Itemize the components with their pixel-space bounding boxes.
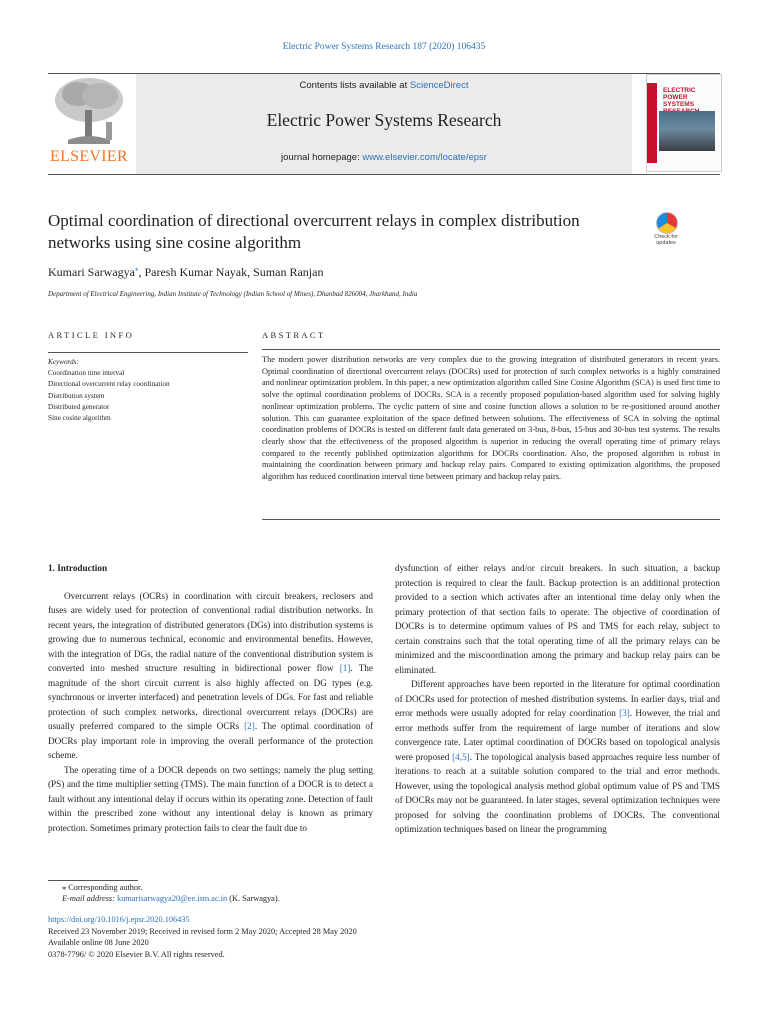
- keywords-block: [48, 357, 248, 424]
- author-list: [48, 265, 323, 280]
- homepage-prefix: journal homepage:: [281, 152, 363, 163]
- footnote-rule: [48, 880, 138, 881]
- paragraph-text: . The topological analysis based approaches require less number of iterations to reach at a suitable solution compared to the trial and error methods. However, using the topological analysis method global optimum value of PS and TMS of DOCRs may not be guaranteed. In later stages, several optimization techniques were proposed for solving the coordination problems of DOCRs. The conventional optimization techniques based on linear the programming: [395, 751, 720, 834]
- crossmark-badge[interactable]: [648, 212, 684, 252]
- journal-masthead: [48, 73, 720, 175]
- abstract-text: The modern power distribution networks are very complex due to the growing integration of distributed generators in recent years. Optimal coordination of directional overcurrent relays (DOCRs) used for protection of such complex networks is a highly constrained and nonlinear optimization problem. In this paper, a new optimization algorithm called Sine Cosine Algorithm (SCA) is used first time to solve the optimal coordination problems of DOCRs. SCA is a recently proposed population-based algorithm used for solving highly nonlinear optimization problems. The cyclic pattern of sine and cosine function allows a solution to be re-positioned around another solution. This can guarantee exploitation of the space defined between solutions. The effectiveness of SCA in solving the optimal coordination problems of DOCRs is tested on different fault data generated on 3-bus, 8-bus, 15-bus and 30-bus test systems. The results clearly show that the effectiveness of the proposed algorithm is superior in reducing the overall operating time of primary relays compared to the recently published optimization algorithms for DOCRs coordination. Also, the proposed algorithm is robust in maintaining the coordination between primary and backup relay pairs. Compared to existing optimization algorithms, the proposed algorithm has reduced coordination interval time between primary and backup relay pairs.: [262, 355, 720, 482]
- section-heading-introduction: 1. Introduction: [48, 563, 108, 573]
- crossmark-icon: [656, 212, 678, 234]
- email-owner: (K. Sarwagya).: [227, 894, 280, 903]
- body-column-right: [395, 561, 720, 837]
- paragraph: [48, 589, 373, 763]
- elsevier-wordmark: ELSEVIER: [50, 148, 128, 165]
- paragraph-text: . The optimal coordination of DOCRs play important role in improving the overall performance of the protection scheme.: [48, 721, 373, 760]
- paragraph: [395, 561, 720, 677]
- abstract-bottom-rule: [262, 519, 720, 520]
- cover-photo: [659, 111, 715, 151]
- keyword-item: Distributed generator: [48, 402, 110, 411]
- doi-link[interactable]: https://doi.org/10.1016/j.epsr.2020.106435: [48, 915, 190, 924]
- citation-link[interactable]: [4,5]: [452, 751, 470, 762]
- article-title: Optimal coordination of directional overcurrent relays in complex distribution networks using sine cosine algorithm: [48, 211, 580, 252]
- paragraph-text: The operating time of a DOCR depends on two settings; namely the plug setting (PS) and the time multiplier setting (TMS). The main function of a DOCR is to detect a fault without any intentional delay if occurs within its operating zone. Detection of fault within the prescribed zone without any intentional delay is known as primary protection. Sometimes primary protection fails to clear the fault due to: [48, 764, 373, 833]
- paragraph-text: . The magnitude of the short circuit current is also highly affected on DG types (e.g. synchronous or inverter interfaced) and penetration levels of DGs. For fast and reliable protection of such complex networks, directional overcurrent relays (DOCRs) are usually preferred compared to the simple OCRs: [48, 663, 373, 731]
- homepage-link[interactable]: www.elsevier.com/locate/epsr: [362, 152, 487, 163]
- copyright: 0378-7796/ © 2020 Elsevier B.V. All rights reserved.: [48, 949, 225, 959]
- received-dates: Received 23 November 2019; Received in revised form 2 May 2020; Accepted 28 May 2020: [48, 926, 357, 936]
- email-note: [48, 893, 548, 904]
- abstract-rule: [262, 349, 720, 350]
- available-online: Available online 08 June 2020: [48, 938, 149, 947]
- journal-cover-thumbnail[interactable]: [646, 74, 722, 172]
- contents-line: [136, 80, 632, 91]
- masthead-center: [136, 74, 632, 174]
- contents-prefix: Contents lists available at: [299, 80, 410, 91]
- sciencedirect-link[interactable]: ScienceDirect: [409, 80, 469, 91]
- keyword-item: Coordination time interval: [48, 369, 125, 378]
- tree-logo-icon: [48, 74, 130, 148]
- keyword-item: Directional overcurrent relay coordination: [48, 380, 170, 389]
- journal-title: Electric Power Systems Research: [266, 110, 502, 130]
- footnotes: [48, 882, 548, 904]
- author-names-rest: , Paresh Kumar Nayak, Suman Ranjan: [138, 265, 324, 279]
- elsevier-logo: [48, 74, 130, 174]
- paragraph-text: Overcurrent relays (OCRs) in coordination with circuit breakers, reclosers and fuses are widely used for protection of conventional radial distribution networks. In recent years, the integration of distributed generators (DGs) into distribution systems is growing due to numerous technical, economic and environmental benefits. However, with the integration of DGs, the radial nature of the conventional distribution system is converted into meshed structure resulting in bidirectional power flow: [48, 590, 373, 673]
- citation-link[interactable]: [2]: [244, 721, 255, 731]
- email-label: E-mail address:: [62, 894, 117, 903]
- article-info-rule: [48, 352, 248, 353]
- keyword-item: Sine cosine algorithm: [48, 414, 111, 423]
- email-link[interactable]: kumarisarwagya20@ee.ism.ac.in: [117, 894, 228, 903]
- keyword-item: Distribution system: [48, 391, 105, 400]
- citation-link[interactable]: [1]: [339, 663, 351, 673]
- cover-strip: [647, 83, 657, 163]
- affiliation: Department of Electrical Engineering, Indian Institute of Technology (Indian School of Mines), Dhanbad 826004, Jharkhand, India: [48, 290, 418, 298]
- citation-link[interactable]: [3]: [619, 708, 630, 718]
- paragraph-text: Different approaches have been reported in the literature for optimal coordination of DOCRs used for protection of meshed distribution systems. In earlier days, trial and error methods were usually adopted for relay coordination: [395, 679, 720, 718]
- paragraph-text: . However, the trial and error methods suffer from the requirement of large number of iterations and slow convergence rate. Later optimal coordination of DOCRs based on topological analysis were proposed: [395, 708, 721, 762]
- cover-title: ELECTRIC POWER SYSTEMS: [663, 87, 696, 108]
- crossmark-label: Check for updates: [654, 234, 678, 246]
- paragraph: [395, 677, 720, 837]
- corresponding-author-note: ⁎ Corresponding author.: [62, 883, 143, 892]
- article-history: [48, 914, 548, 960]
- corresponding-author-mark[interactable]: ⁎: [134, 265, 139, 273]
- author-name-1: Kumari Sarwagya: [48, 265, 135, 279]
- keywords-label: Keywords:: [48, 358, 79, 366]
- paragraph-text: dysfunction of either relays and/or circuit breakers. In such situation, a backup protection is required to clear the fault. Backup protection is an additional protection provided to a section which activates after an intentional time delay only when the primary protection of that section fails to operate. The objective of coordination of DOCRs is to determine optimum values of PS and TMS for each relay, subject to certain constrains such that the total operating time of all the primary relays can be minimized and the miscoordination among the primary and backup relay pairs can be eliminated.: [395, 563, 720, 675]
- article-info-heading: ARTICLE INFO: [48, 330, 135, 340]
- homepage-line: [136, 152, 632, 163]
- paragraph: [48, 763, 373, 836]
- journal-reference-link[interactable]: Electric Power Systems Research 187 (2020) 106435: [282, 42, 486, 52]
- body-column-left: [48, 561, 373, 835]
- abstract-heading: ABSTRACT: [262, 330, 326, 340]
